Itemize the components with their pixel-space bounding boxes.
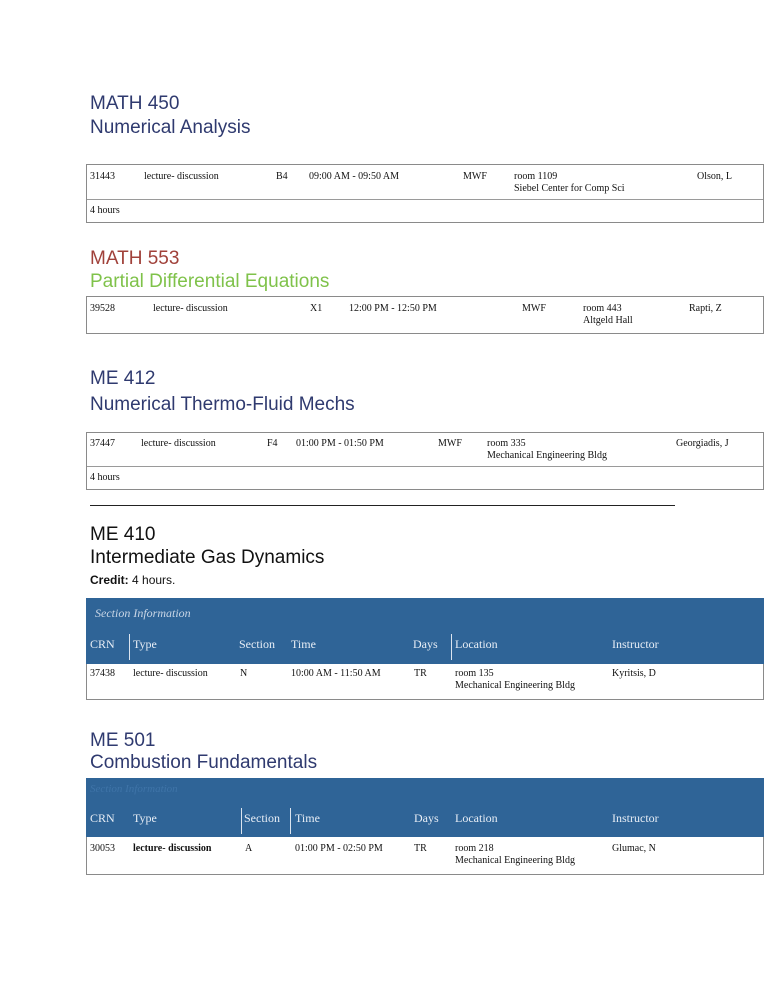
days-cell: TR: [414, 668, 427, 679]
type-cell: lecture- discussion: [141, 438, 216, 449]
type-cell: lecture- discussion: [153, 303, 228, 314]
col-header-section: Section: [239, 637, 275, 651]
section-cell: X1: [310, 303, 323, 314]
col-header-crn: CRN: [90, 637, 115, 651]
credit-label: Credit:: [90, 573, 129, 587]
col-header-location: Location: [455, 637, 498, 651]
section-cell: A: [245, 843, 253, 854]
type-cell: lecture- discussion: [133, 843, 212, 854]
col-header-days: Days: [414, 811, 439, 825]
col-header-time: Time: [295, 811, 320, 825]
col-header-crn: CRN: [90, 811, 115, 825]
hours-cell: 4 hours: [90, 472, 120, 483]
crn-cell: 31443: [90, 171, 115, 182]
section-cell: B4: [276, 171, 288, 182]
crn-cell: 39528: [90, 303, 115, 314]
instructor-cell: Kyritsis, D: [612, 668, 656, 679]
location-room-cell: room 218: [455, 843, 494, 854]
col-header-section: Section: [244, 811, 280, 825]
time-cell: 01:00 PM - 01:50 PM: [296, 438, 384, 449]
col-header-instructor: Instructor: [612, 811, 659, 825]
location-room-cell: room 443: [583, 303, 622, 314]
days-cell: MWF: [522, 303, 546, 314]
section-info-label: Section Information: [90, 783, 178, 795]
type-cell: lecture- discussion: [144, 171, 219, 182]
instructor-cell: Rapti, Z: [689, 303, 722, 314]
section-cell: F4: [267, 438, 278, 449]
time-cell: 09:00 AM - 09:50 AM: [309, 171, 400, 182]
column-separator: [241, 808, 242, 834]
column-separator: [451, 634, 452, 660]
location-building-cell: Siebel Center for Comp Sci: [514, 183, 625, 194]
credit-value: 4 hours.: [132, 573, 176, 587]
course-code: MATH 553: [90, 248, 180, 269]
hours-cell: 4 hours: [90, 205, 120, 216]
section-table-header: [86, 778, 764, 837]
course-title: Combustion Fundamentals: [90, 752, 318, 773]
section-info-label: Section Information: [95, 606, 191, 620]
crn-cell: 37447: [90, 438, 115, 449]
location-room-cell: room 335: [487, 438, 526, 449]
location-room-cell: room 135: [455, 668, 494, 679]
time-cell: 12:00 PM - 12:50 PM: [349, 303, 437, 314]
col-header-type: Type: [133, 811, 157, 825]
row-divider: [87, 466, 763, 467]
col-header-instructor: Instructor: [612, 637, 659, 651]
column-separator: [129, 634, 130, 660]
course-title: Partial Differential Equations: [90, 271, 330, 292]
instructor-cell: Georgiadis, J: [676, 438, 729, 449]
instructor-cell: Olson, L: [697, 171, 732, 182]
row-divider: [87, 199, 763, 200]
section-cell: N: [240, 668, 248, 679]
days-cell: MWF: [438, 438, 462, 449]
col-header-time: Time: [291, 637, 316, 651]
separator-line: [90, 505, 675, 506]
course-code: ME 501: [90, 730, 156, 751]
course-code: ME 412: [90, 368, 156, 389]
col-header-type: Type: [133, 637, 157, 651]
course-title: Numerical Thermo-Fluid Mechs: [90, 394, 355, 415]
location-building-cell: Mechanical Engineering Bldg: [455, 680, 575, 691]
col-header-location: Location: [455, 811, 498, 825]
course-code: MATH 450: [90, 93, 180, 114]
course-code: ME 410: [90, 524, 156, 545]
course-title: Intermediate Gas Dynamics: [90, 547, 325, 568]
type-cell: lecture- discussion: [133, 668, 208, 679]
days-cell: MWF: [463, 171, 487, 182]
crn-cell: 37438: [90, 668, 115, 679]
location-building-cell: Altgeld Hall: [583, 315, 633, 326]
section-table: [86, 296, 764, 334]
location-room-cell: room 1109: [514, 171, 558, 182]
time-cell: 01:00 PM - 02:50 PM: [295, 843, 383, 854]
col-header-days: Days: [413, 637, 438, 651]
column-separator: [290, 808, 291, 834]
days-cell: TR: [414, 843, 427, 854]
instructor-cell: Glumac, N: [612, 843, 656, 854]
credit-line: [90, 573, 175, 587]
crn-cell: 30053: [90, 843, 115, 854]
location-building-cell: Mechanical Engineering Bldg: [455, 855, 575, 866]
location-building-cell: Mechanical Engineering Bldg: [487, 450, 607, 461]
course-title: Numerical Analysis: [90, 117, 251, 138]
time-cell: 10:00 AM - 11:50 AM: [291, 668, 381, 679]
